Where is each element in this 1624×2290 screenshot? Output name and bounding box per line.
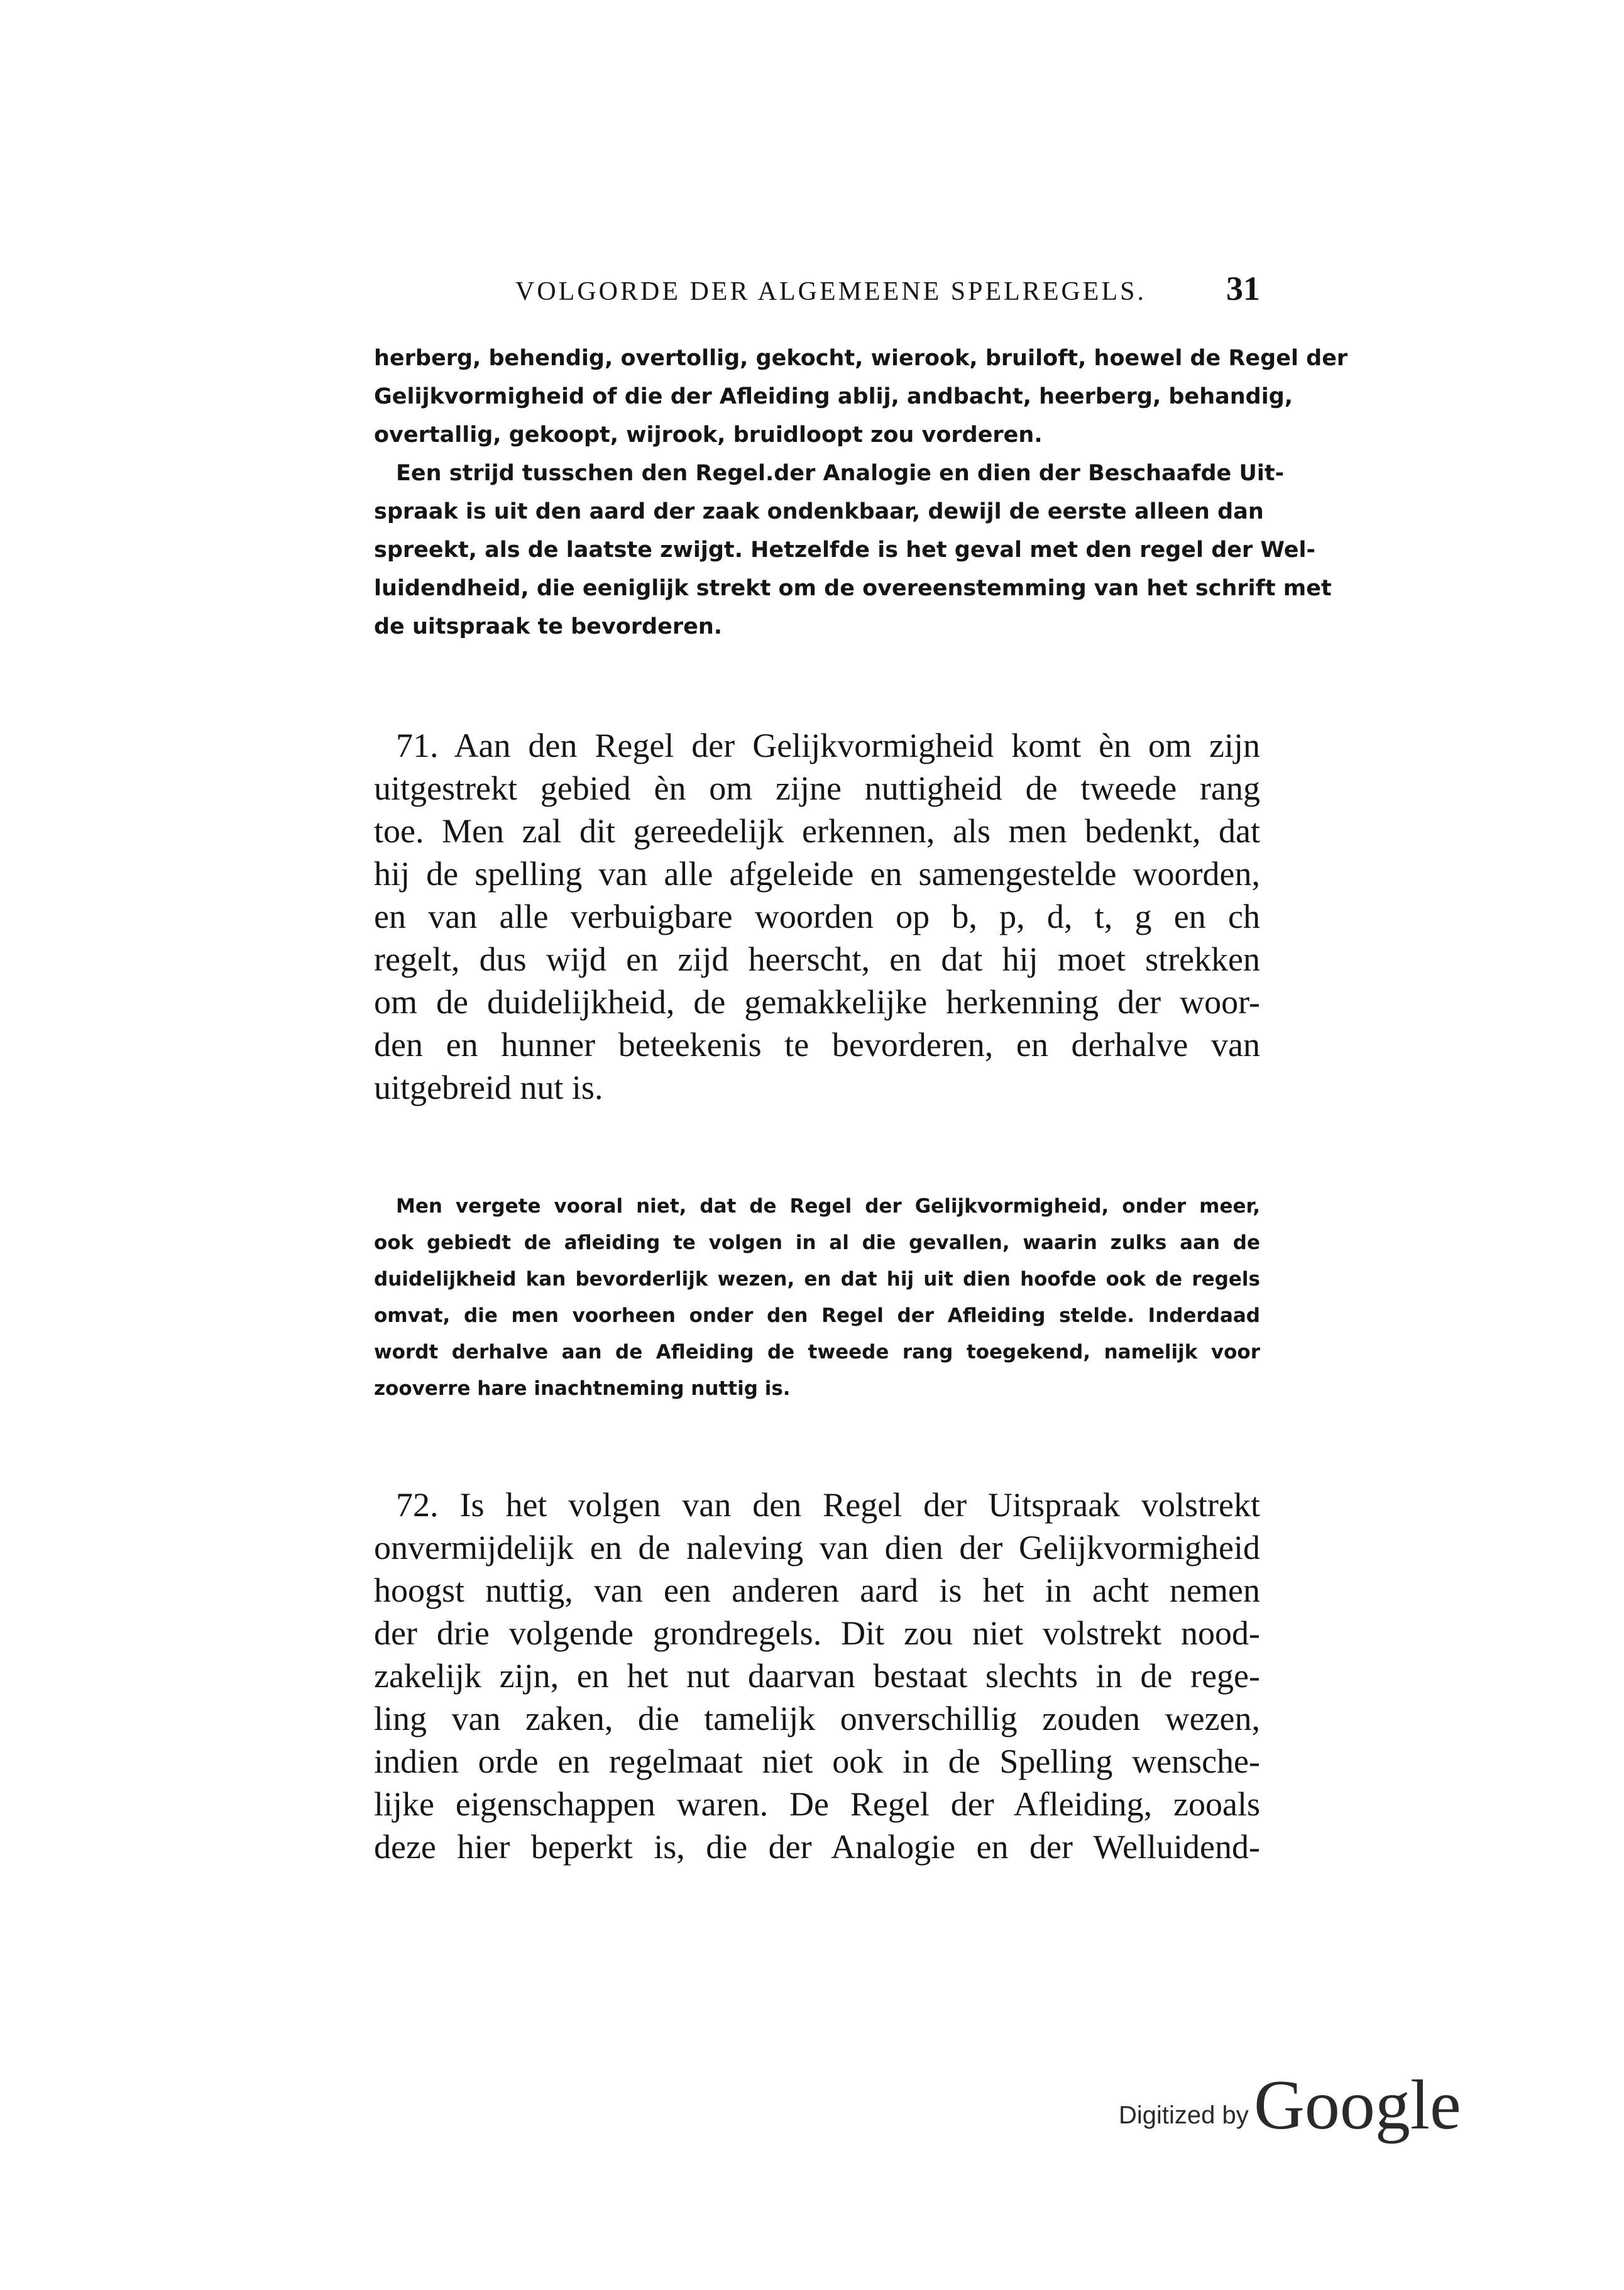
text-line: overtallig, gekoopt, wijrook, bruidloopt zou vorderen.	[374, 422, 1043, 448]
text-line: omvat, die men voorheen onder den Regel der Afleiding stelde. Inderdaad	[374, 1304, 1260, 1327]
text-line: ook gebiedt de afleiding te volgen in al die gevallen, waarin zulks aan de	[374, 1231, 1260, 1254]
section-71	[374, 724, 1260, 1109]
text-line: Men vergete vooral niet, dat de Regel der Gelijkvormigheid, onder meer,	[396, 1195, 1260, 1218]
text-line: herberg, behendig, overtollig, gekocht, wierook, bruiloft, hoewel de Regel der	[374, 346, 1348, 371]
section-72	[374, 1484, 1260, 1868]
text-line: zooverre hare inachtneming nuttig is.	[374, 1377, 791, 1400]
text-line: spreekt, als de laatste zwijgt. Hetzelfde is het geval met den regel der Wel-	[374, 537, 1316, 563]
text-line: uitgestrekt gebied èn om zijne nuttigheid de tweede rang	[374, 769, 1260, 807]
google-logo: Google	[1254, 2066, 1461, 2144]
digitized-label: Digitized by	[1119, 2101, 1249, 2129]
text-line: zakelijk zijn, en het nut daarvan bestaat slechts in de rege-	[374, 1657, 1260, 1695]
text-line: Een strijd tusschen den Regel.der Analogie en dien der Beschaafde Uit-	[396, 461, 1285, 486]
text-line: der drie volgende grondregels. Dit zou niet volstrekt nood-	[374, 1614, 1260, 1652]
digitized-by-google-watermark	[1119, 2065, 1461, 2147]
text-line: den en hunner beteekenis te bevorderen, en derhalve van	[374, 1026, 1260, 1064]
text-line: duidelijkheid kan bevorderlijk wezen, en dat hij uit dien hoofde ook de regels	[374, 1268, 1260, 1291]
text-line: regelt, dus wijd en zijd heerscht, en dat hij moet strekken	[374, 940, 1260, 978]
text-line: de uitspraak te bevorderen.	[374, 614, 723, 639]
text-line: toe. Men zal dit gereedelijk erkennen, als men bedenkt, dat	[374, 812, 1260, 850]
text-line: uitgebreid nut is.	[374, 1069, 603, 1106]
text-line: luidendheid, die eeniglijk strekt om de overeenstemming van het schrift met	[374, 576, 1332, 601]
running-title: VOLGORDE DER ALGEMEENE SPELREGELS.	[515, 277, 1146, 306]
text-line: 71. Aan den Regel der Gelijkvormigheid komt èn om zijn	[396, 727, 1260, 764]
text-line: onvermijdelijk en de naleving van dien der Gelijkvormigheid	[374, 1529, 1260, 1566]
text-line: spraak is uit den aard der zaak ondenkbaar, dewijl de eerste alleen dan	[374, 499, 1264, 524]
text-line: indien orde en regelmaat niet ook in de Spelling wensche-	[374, 1742, 1260, 1780]
top-paragraph	[374, 339, 1348, 646]
text-line: deze hier beperkt is, die der Analogie en der Welluidend-	[374, 1828, 1260, 1866]
note-71	[374, 1188, 1260, 1407]
text-line: wordt derhalve aan de Afleiding de tweede rang toegekend, namelijk voor	[374, 1341, 1260, 1363]
text-line: om de duidelijkheid, de gemakkelijke herkenning der woor-	[374, 983, 1260, 1021]
text-line: ling van zaken, die tamelijk onverschillig zouden wezen,	[374, 1700, 1260, 1737]
text-line: hij de spelling van alle afgeleide en samengestelde woorden,	[374, 855, 1260, 893]
text-line: lijke eigenschappen waren. De Regel der Afleiding, zooals	[374, 1785, 1260, 1823]
page-number: 31	[1226, 270, 1260, 307]
text-line: hoogst nuttig, van een anderen aard is het in acht nemen	[374, 1572, 1260, 1609]
text-line: en van alle verbuigbare woorden op b, p, d, t, g en ch	[374, 898, 1260, 935]
page-header	[374, 269, 1260, 319]
text-line: 72. Is het volgen van den Regel der Uitspraak volstrekt	[396, 1486, 1260, 1524]
text-line: Gelijkvormigheid of die der Afleiding ablij, andbacht, heerberg, behandig,	[374, 384, 1293, 409]
